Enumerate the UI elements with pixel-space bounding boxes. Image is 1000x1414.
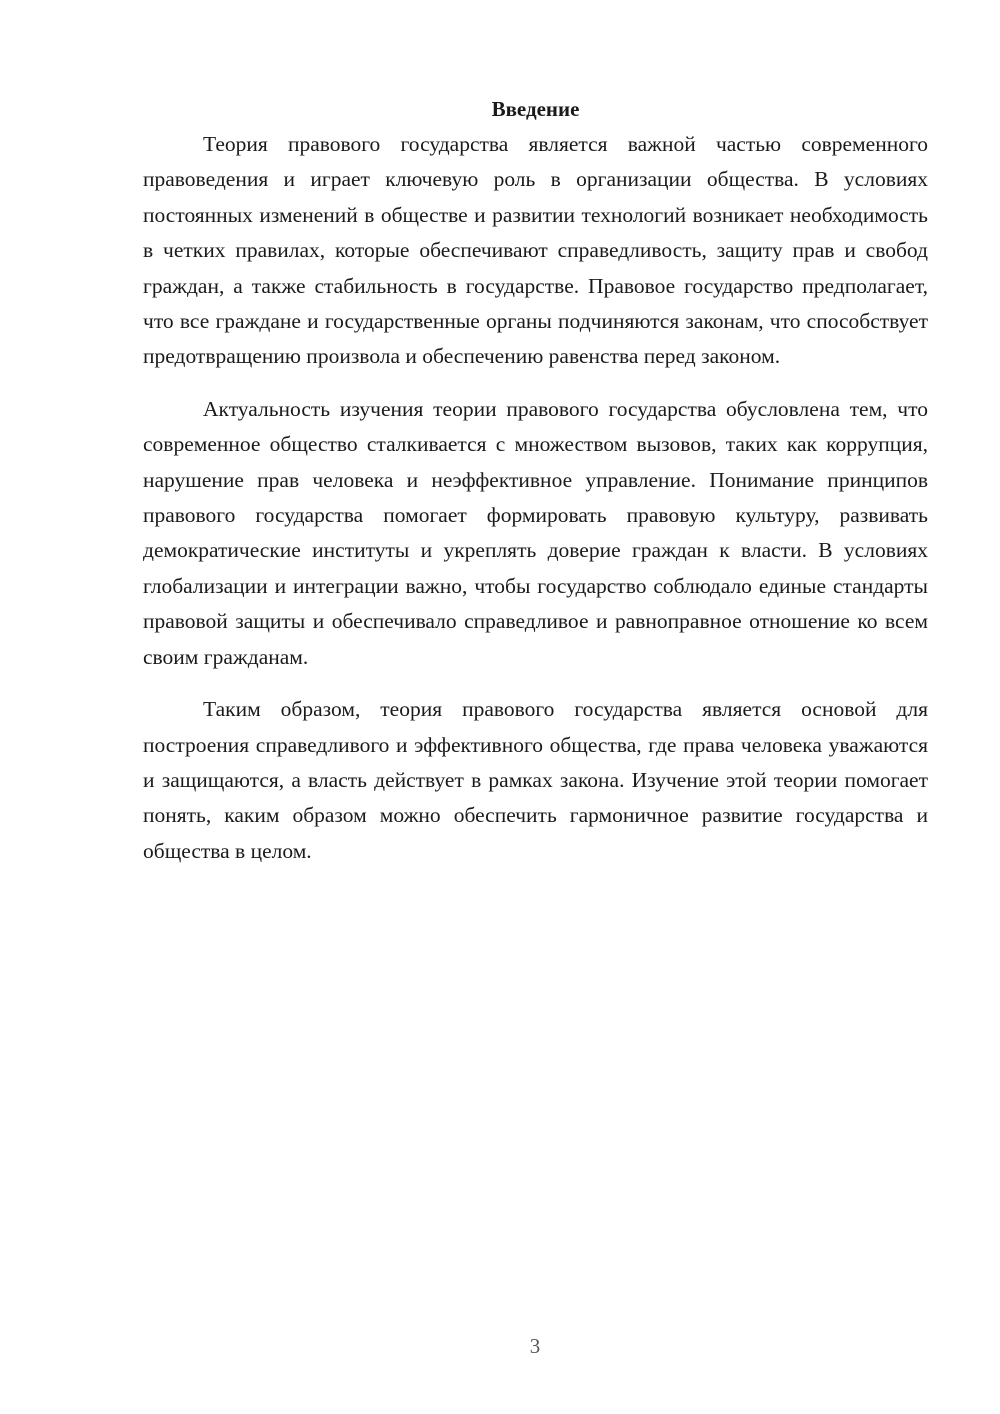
document-page xyxy=(143,92,928,869)
paragraph-2: Актуальность изучения теории правового государства обусловлена тем, что современное общество сталкивается с множеством вызовов, таких как коррупция, нарушение прав человека и неэффективное управление. Понимание принципов правового государства помогает формировать правовую культуру, развивать демократические институты и укреплять доверие граждан к власти. В условиях глобализации и интеграции важно, чтобы государство соблюдало единые стандарты правовой защиты и обеспечивало справедливое и равноправное отношение ко всем своим гражданам. xyxy=(143,396,928,669)
paragraph-3: Таким образом, теория правового государства является основой для построения справедливого и эффективного общества, где права человека уважаются и защищаются, а власть действует в рамках закона. Изучение этой теории помогает понять, каким образом можно обеспечить гармоничное развитие государства и общества в целом. xyxy=(143,697,928,863)
section-heading: Введение xyxy=(491,97,580,121)
page-number: 3 xyxy=(529,1334,541,1358)
paragraph-1: Теория правового государства является важной частью современного правоведения и играет ключевую роль в организации общества. В условиях постоянных изменений в обществе и развитии технологий возникает необходимость в четких правилах, которые обеспечивают справедливость, защиту прав и свобод граждан, а также стабильность в государстве. Правовое государство предполагает, что все граждане и государственные органы подчиняются законам, что способствует предотвращению произвола и обеспечению равенства перед законом. xyxy=(143,132,928,369)
